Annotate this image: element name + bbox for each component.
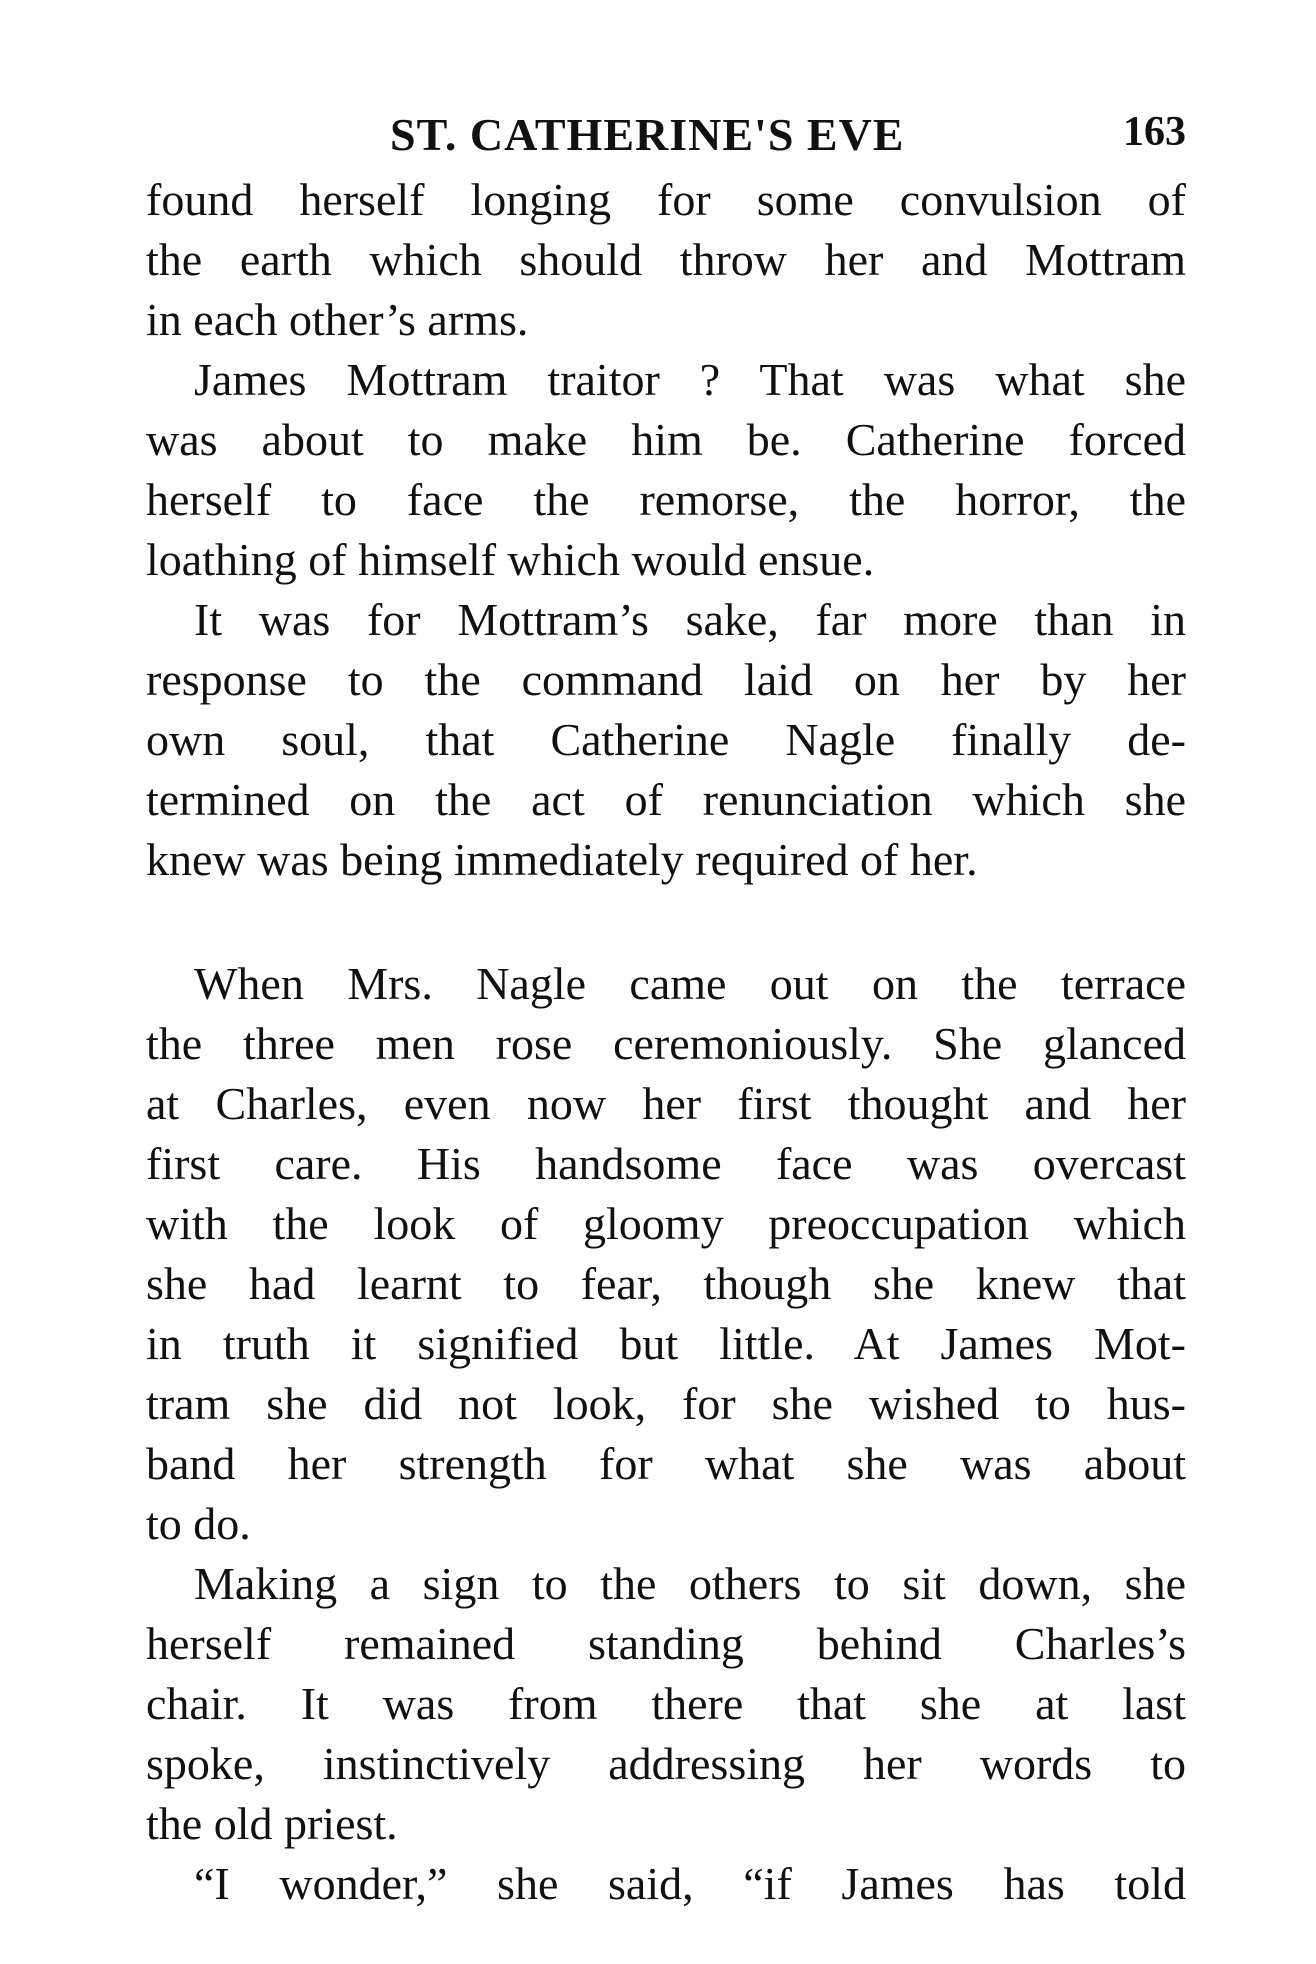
paragraph-6	[146, 1854, 1186, 1914]
text-line: to do.	[146, 1498, 251, 1549]
paragraph-2	[146, 350, 1186, 590]
text-line: termined on the act of renunciation which she	[146, 774, 1186, 825]
text-line: in truth it signified but little. At James Mot-	[146, 1318, 1186, 1369]
paragraph-5	[146, 1554, 1186, 1854]
text-line: at Charles, even now her first thought and her	[146, 1078, 1186, 1129]
paragraph-1	[146, 170, 1186, 350]
text-line: band her strength for what she was about	[146, 1438, 1186, 1489]
text-line: herself remained standing behind Charles’s	[146, 1618, 1186, 1669]
text-line: the three men rose ceremoniously. She glanced	[146, 1018, 1186, 1069]
text-line: chair. It was from there that she at last	[146, 1678, 1186, 1729]
text-line: spoke, instinctively addressing her words to	[146, 1738, 1186, 1789]
text-line: tram she did not look, for she wished to hus-	[146, 1378, 1186, 1429]
text-line: loathing of himself which would ensue.	[146, 534, 875, 585]
text-line: herself to face the remorse, the horror, the	[146, 474, 1186, 525]
text-line: first care. His handsome face was overcast	[146, 1138, 1186, 1189]
text-line: knew was being immediately required of her.	[146, 834, 978, 885]
text-line: response to the command laid on her by her	[146, 654, 1186, 705]
paragraph-3	[146, 590, 1186, 890]
text-line: “I wonder,” she said, “if James has told	[194, 1858, 1186, 1909]
text-line: she had learnt to fear, though she knew that	[146, 1258, 1186, 1309]
text-line: in each other’s arms.	[146, 294, 529, 345]
body-text	[146, 170, 1186, 1914]
running-title: ST. CATHERINE'S EVE	[390, 109, 905, 160]
text-line: with the look of gloomy preoccupation which	[146, 1198, 1186, 1249]
section-break	[146, 890, 1186, 954]
text-line: When Mrs. Nagle came out on the terrace	[194, 958, 1186, 1009]
paragraph-4	[146, 954, 1186, 1554]
text-line: Making a sign to the others to sit down, she	[194, 1558, 1186, 1609]
text-line: own soul, that Catherine Nagle finally de-	[146, 714, 1186, 765]
page-header	[146, 108, 1186, 168]
text-line: the old priest.	[146, 1798, 398, 1849]
text-line: found herself longing for some convulsion of	[146, 174, 1186, 225]
page-number: 163	[1123, 109, 1186, 155]
text-line: It was for Mottram’s sake, far more than in	[194, 594, 1186, 645]
text-line: the earth which should throw her and Mottram	[146, 234, 1186, 285]
text-line: James Mottram traitor ? That was what she	[194, 354, 1186, 405]
text-line: was about to make him be. Catherine forced	[146, 414, 1186, 465]
